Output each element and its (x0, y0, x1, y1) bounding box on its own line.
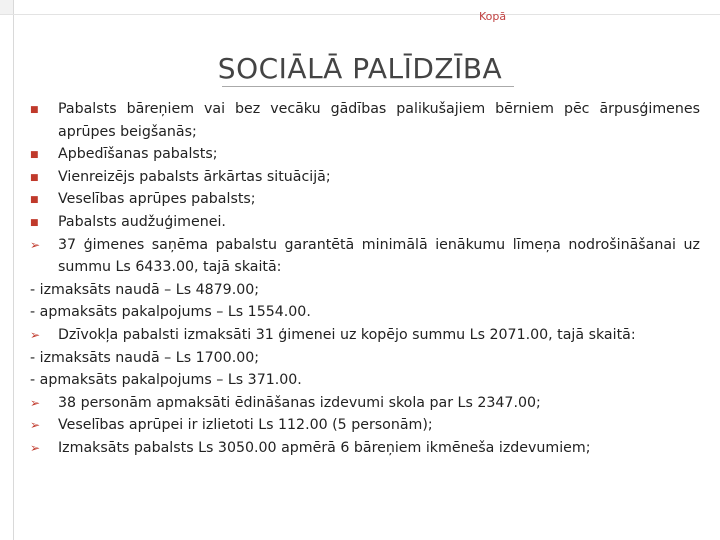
bullet-text: Izmaksāts pabalsts Ls 3050.00 apmērā 6 bāreņiem ikmēneša izdevumiem; (58, 439, 591, 456)
bullet-text: Veselības aprūpes pabalsts; (58, 191, 256, 208)
bullet-text: Apbedīšanas pabalsts; (58, 146, 218, 163)
sub-line: - izmaksāts naudā – Ls 4879.00; (30, 281, 260, 298)
arrow-bullet-icon: ➢ (30, 237, 41, 252)
bullet-text: 38 personām apmaksāti ēdināšanas izdevumi skola par Ls 2347.00; (58, 394, 541, 411)
bullet-text: Pabalsts audžuģimenei. (58, 213, 226, 230)
bullet-item (30, 166, 700, 189)
square-bullet-icon: ■ (30, 172, 39, 183)
bullet-text: Pabalsts bāreņiem vai bez vecāku gādības palikušajiem bērniem pēc ārpusģimenes aprūpes beigšanās; (58, 101, 700, 140)
square-bullet-icon: ■ (30, 217, 39, 228)
bullet-item (30, 143, 700, 166)
bullet-item (30, 98, 700, 143)
sub-line: - apmaksāts pakalpojums – Ls 371.00. (30, 372, 302, 389)
arrow-bullet-icon: ➢ (30, 418, 41, 433)
bullet-text: Vienreizējs pabalsts ārkārtas situācijā; (58, 168, 331, 185)
arrow-bullet-icon: ➢ (30, 440, 41, 455)
bullet-text: Dzīvokļa pabalsti izmaksāti 31 ģimenei uz kopējo summu Ls 2071.00, tajā skaitā: (58, 326, 636, 343)
arrow-bullet-item (30, 324, 700, 347)
header-label: Kopā (479, 10, 507, 23)
arrow-bullet-item (30, 234, 700, 279)
arrow-bullet-item (30, 392, 700, 415)
bullet-item (30, 188, 700, 211)
bullet-item (30, 211, 700, 234)
sub-line: - apmaksāts pakalpojums – Ls 1554.00. (30, 304, 311, 321)
square-bullet-icon: ■ (30, 195, 39, 206)
arrow-bullet-item (30, 437, 700, 460)
title-underline (222, 86, 514, 87)
slide-frame-horizontal-line (0, 14, 720, 15)
slide-title: SOCIĀLĀ PALĪDZĪBA (217, 52, 503, 85)
bullet-text: Veselības aprūpei ir izlietoti Ls 112.00 (5 personām); (58, 417, 433, 434)
slide-frame-corner (0, 0, 13, 14)
square-bullet-icon: ■ (30, 105, 39, 115)
slide-content (30, 98, 700, 460)
arrow-bullet-icon: ➢ (30, 395, 41, 410)
arrow-bullet-item (30, 414, 700, 437)
arrow-bullet-icon: ➢ (30, 327, 41, 342)
square-bullet-icon: ■ (30, 150, 39, 161)
sub-line: - izmaksāts naudā – Ls 1700.00; (30, 349, 260, 366)
bullet-text: 37 ģimenes saņēma pabalstu garantētā minimālā ienākumu līmeņa nodrošināšanai uz summu Ls 6433.00, tajā skaitā: (58, 236, 700, 276)
